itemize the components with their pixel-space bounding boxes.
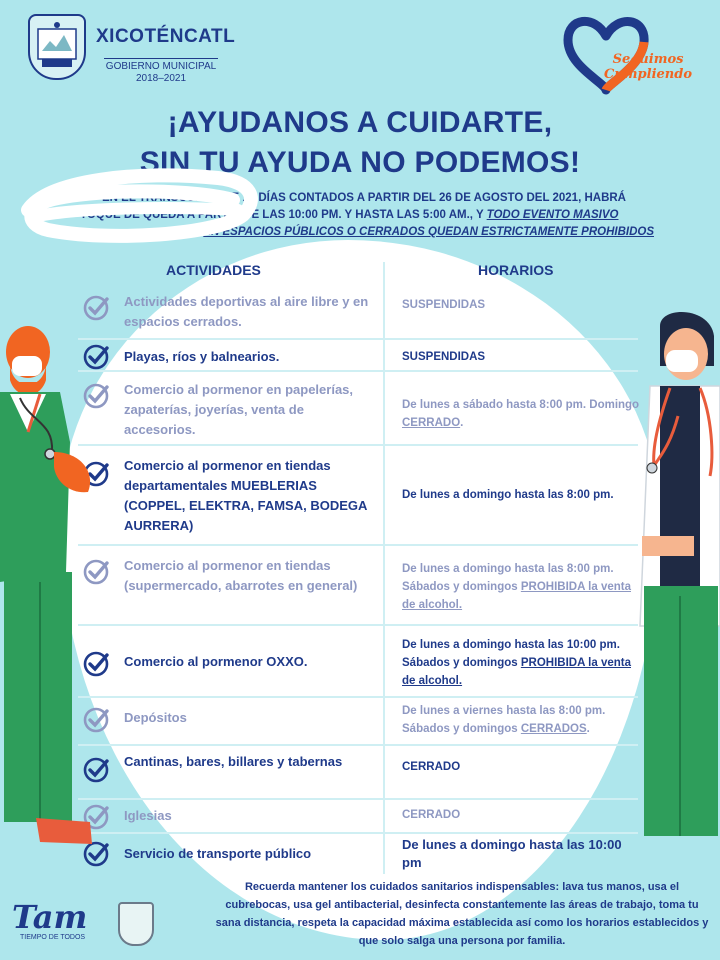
state-seal-icon <box>118 902 154 946</box>
female-doctor-illustration <box>630 306 720 866</box>
column-header-schedule: HORARIOS <box>478 262 554 278</box>
intro-line-3: EN ESPACIOS PÚBLICOS O CERRADOS QUEDAN ESTRICTAMENTE PROHIBIDOS <box>203 226 654 238</box>
schedule-text: SUSPENDIDAS <box>402 299 486 311</box>
campaign-slogan: Seguimos Cumpliendo <box>604 52 693 82</box>
schedule-text: De lunes a viernes hasta las 8:00 pm. Sábados y domingos CERRADOS. <box>402 705 606 735</box>
municipal-seal-icon <box>28 14 86 80</box>
activity-text: Comercio al pormenor en papelerías, zapaterías, joyerías, venta de accesorios. <box>124 382 354 437</box>
schedule-text: SUSPENDIDAS <box>402 351 486 363</box>
check-icon <box>82 294 110 322</box>
footer-recommendations: Recuerda mantener los cuidados sanitarios indispensables: lava tus manos, usa el cubrebocas, usa gel antibacterial, desinfecta constantemente las áreas de trabajo, toma tu sana distancia, respeta la capacidad máxima establecida así como los horarios establecidos y que solo salga una persona por familia. <box>215 881 709 947</box>
white-scribble-mark <box>18 160 268 250</box>
schedule-text: De lunes a domingo hasta las 10:00 pm <box>402 837 622 870</box>
table-row <box>78 446 638 546</box>
activity-text: Servicio de transporte público <box>124 846 312 861</box>
activity-text: Iglesias <box>124 808 172 823</box>
tam-brand: Tam <box>12 898 88 936</box>
table-row <box>78 372 638 446</box>
schedule-text: CERRADO <box>402 809 461 821</box>
tam-logo <box>12 900 112 950</box>
schedule-text: De lunes a domingo hasta las 10:00 pm. Sábados y domingos PROHIBIDA la venta de alcohol. <box>402 639 631 687</box>
table-row <box>78 698 638 746</box>
government-name: XICOTÉNCATL <box>96 26 236 47</box>
table-row <box>78 340 638 372</box>
table-row <box>78 834 638 874</box>
schedule-text: De lunes a domingo hasta las 8:00 pm. Sábados y domingos PROHIBIDA la venta de alcohol. <box>402 563 631 611</box>
table-row <box>78 626 638 698</box>
column-header-activities: ACTIVIDADES <box>166 262 261 278</box>
title-line-2: SIN TU AYUDA NO PODEMOS! <box>139 146 581 179</box>
activity-text: Comercio al pormenor en tiendas (supermercado, abarrotes en general) <box>124 558 358 593</box>
table-row <box>78 286 638 340</box>
government-subtitle: GOBIERNO MUNICIPAL 2018–2021 <box>104 58 218 85</box>
activity-text: Comercio al pormenor en tiendas departamentales MUEBLERIAS (COPPEL, ELEKTRA, FAMSA, BODEGA AURRERA) <box>124 458 367 533</box>
table-row <box>78 746 638 800</box>
activity-text: Actividades deportivas al aire libre y en espacios cerrados. <box>124 294 369 329</box>
activity-text: Cantinas, bares, billares y tabernas <box>124 754 343 769</box>
schedule-text: De lunes a sábado hasta 8:00 pm. Domingo CERRADO. <box>402 399 640 429</box>
activity-text: Comercio al pormenor OXXO. <box>124 654 308 669</box>
activity-text: Depósitos <box>124 710 187 725</box>
activity-text: Playas, ríos y balnearios. <box>124 349 280 364</box>
intro-line-2: TOQUE DE QUEDA A PARTIR DE LAS 10:00 PM. Y HASTA LAS 5:00 AM., Y TODO EVENTO MASIVO <box>80 209 619 221</box>
intro-line-1: EN EL TRANSCURSO DE 15 DÍAS CONTADOS A PARTIR DEL 26 DE AGOSTO DEL 2021, HABRÁ <box>102 192 626 204</box>
schedule-text: De lunes a domingo hasta las 8:00 pm. <box>402 489 614 501</box>
table-row <box>78 800 638 834</box>
table-row <box>78 546 638 626</box>
male-doctor-illustration <box>0 322 100 862</box>
schedule-text: CERRADO <box>402 761 461 773</box>
title-line-1: ¡AYUDANOS A CUIDARTE, <box>167 106 553 139</box>
tam-tagline: TIEMPO DE TODOS <box>20 934 86 941</box>
